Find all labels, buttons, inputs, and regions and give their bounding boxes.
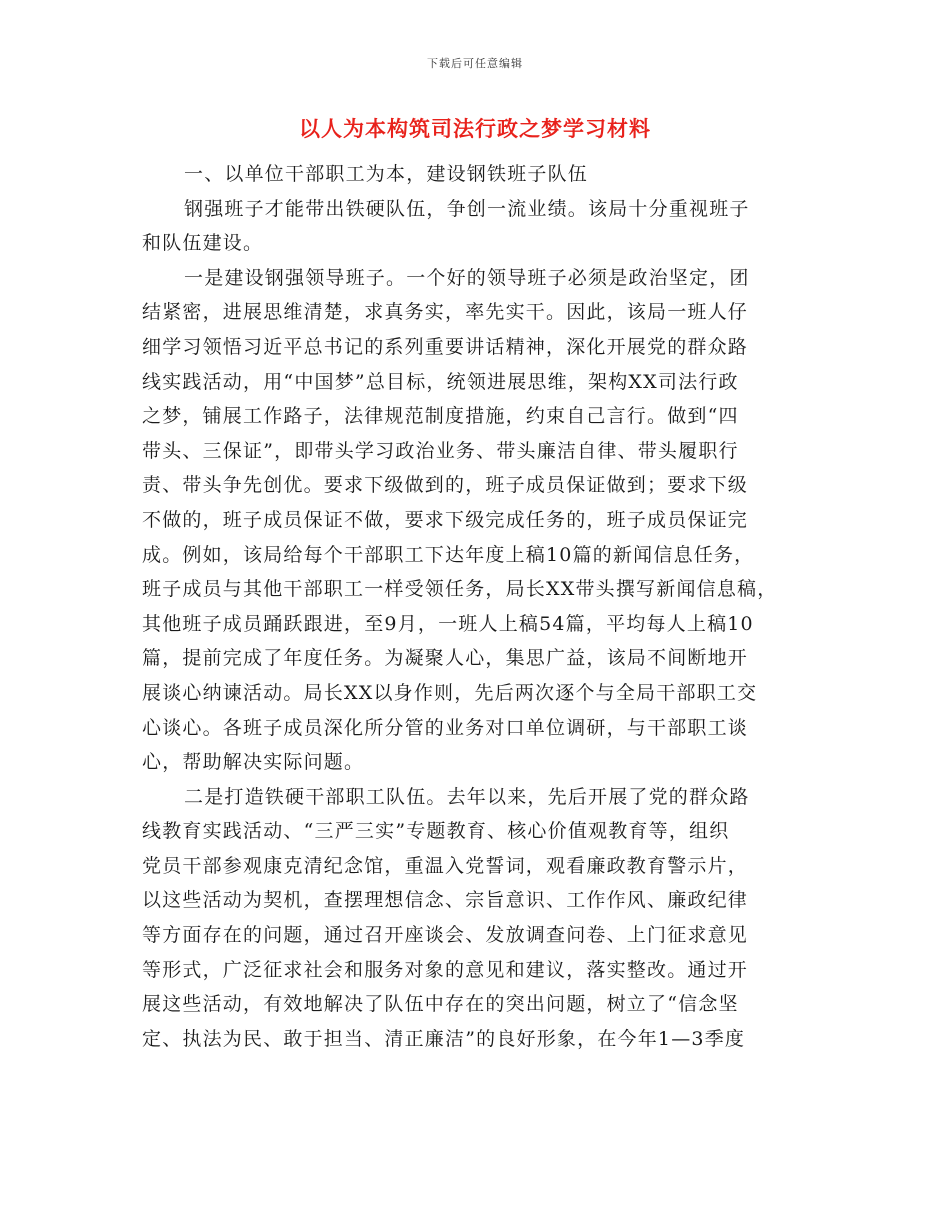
paragraph-line: 等方面存在的问题，通过召开座谈会、发放调查问卷、上门征求意见 xyxy=(142,924,749,947)
paragraph-line: 篇，提前完成了年度任务。为凝聚人心，集思广益，该局不间断地开 xyxy=(142,647,749,670)
document-body xyxy=(142,157,812,1056)
paragraph-line: 线实践活动，用“中国梦”总目标，统领进展思维，架构XX司法行政 xyxy=(142,370,739,393)
paragraph xyxy=(142,192,812,261)
paragraph-line: 成。例如，该局给每个干部职工下达年度上稿10篇的新闻信息任务， xyxy=(142,543,755,566)
paragraph-line: 等形式，广泛征求社会和服务对象的意见和建议，落实整改。通过开 xyxy=(142,958,749,981)
paragraph-line: 党员干部参观康克清纪念馆，重温入党誓词，观看廉政教育警示片， xyxy=(142,854,749,877)
paragraph-line: 钢强班子才能带出铁硬队伍，争创一流业绩。该局十分重视班子 xyxy=(184,197,750,220)
document-title: 以人为本构筑司法行政之梦学习材料 xyxy=(299,116,651,141)
paragraph-line: 心谈心。各班子成员深化所分管的业务对口单位调研，与干部职工谈 xyxy=(142,716,749,739)
paragraph-line: 细学习领悟习近平总书记的系列重要讲话精神，深化开展党的群众路 xyxy=(142,335,749,358)
paragraph-line: 之梦，铺展工作路子，法律规范制度措施，约束自己言行。做到“四 xyxy=(142,405,739,428)
paragraph-line: 结紧密，进展思维清楚，求真务实，率先实干。因此，该局一班人仔 xyxy=(142,301,749,324)
paragraph-line: 定、执法为民、敢于担当、清正廉洁”的良好形象，在今年1—3季度 xyxy=(142,1027,746,1050)
paragraph-line: 一是建设钢强领导班子。一个好的领导班子必须是政治坚定，团 xyxy=(184,266,750,289)
section-heading: 一、以单位干部职工为本，建设钢铁班子队伍 xyxy=(184,163,589,185)
paragraph-line: 心，帮助解决实际问题。 xyxy=(142,751,365,774)
paragraph-line: 和队伍建设。 xyxy=(142,232,264,255)
paragraph-line: 以这些活动为契机，查摆理想信念、宗旨意识、工作作风、廉政纪律 xyxy=(142,889,749,912)
header-note: 下载后可任意编辑 xyxy=(427,57,523,70)
paragraph-line: 责、带头争先创优。要求下级做到的，班子成员保证做到；要求下级 xyxy=(142,474,749,497)
paragraph-line: 线教育实践活动、“三严三实”专题教育、核心价值观教育等，组织 xyxy=(142,820,730,843)
paragraph xyxy=(142,261,812,780)
paragraph-line: 不做的，班子成员保证不做，要求下级完成任务的，班子成员保证完 xyxy=(142,508,749,531)
paragraph-line: 其他班子成员踊跃跟进，至9月，一班人上稿54篇，平均每人上稿10 xyxy=(142,612,754,635)
paragraph-line: 带头、三保证”，即带头学习政治业务、带头廉洁自律、带头履职行 xyxy=(142,439,739,462)
paragraph-line: 二是打造铁硬干部职工队伍。去年以来，先后开展了党的群众路 xyxy=(184,785,750,808)
paragraph xyxy=(142,780,812,1057)
paragraph-line: 班子成员与其他干部职工一样受领任务，局长XX带头撰写新闻信息稿， xyxy=(142,578,778,601)
paragraph-line: 展这些活动，有效地解决了队伍中存在的突出问题，树立了“信念坚 xyxy=(142,993,739,1016)
paragraph-line: 展谈心纳谏活动。局长XX以身作则，先后两次逐个与全局干部职工交 xyxy=(142,681,758,704)
